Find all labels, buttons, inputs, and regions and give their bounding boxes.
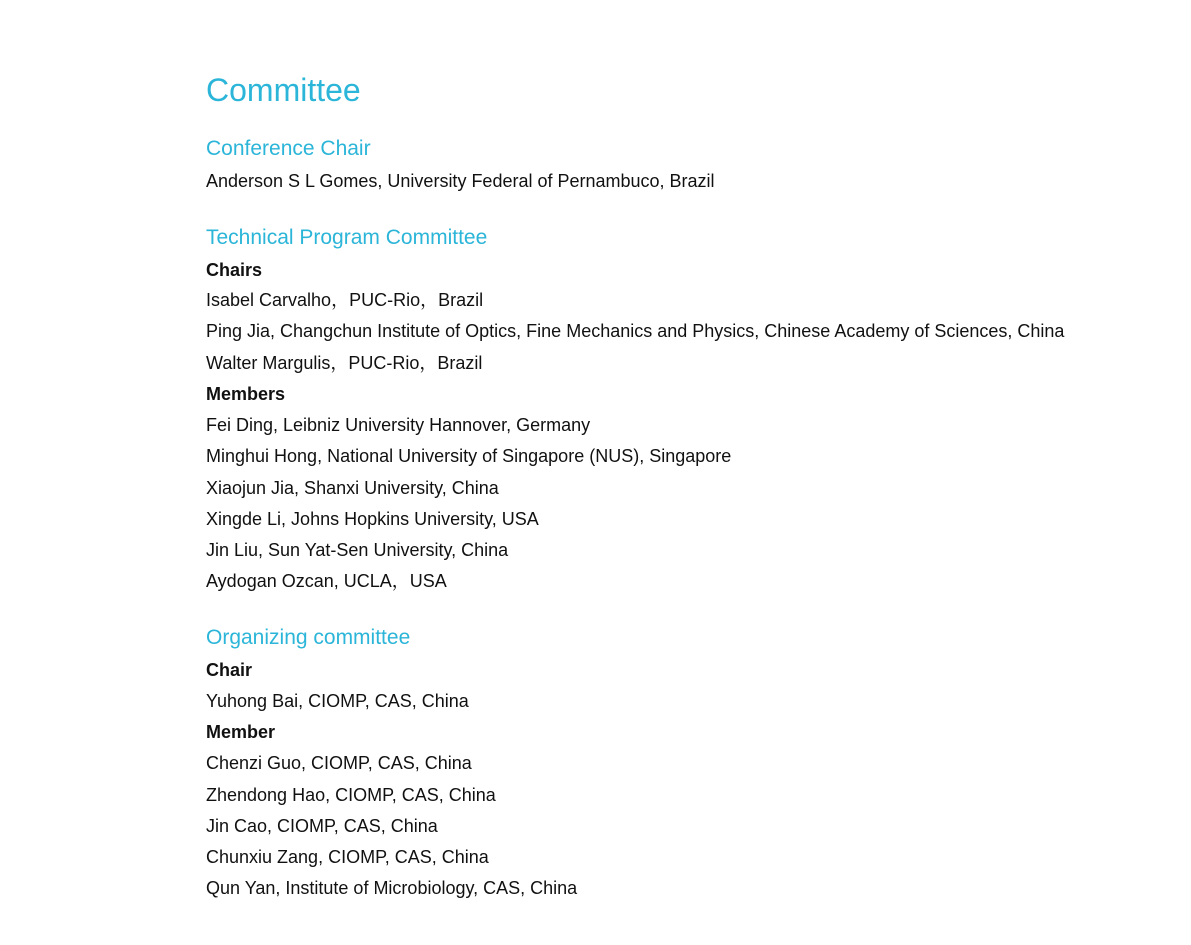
oc-member-item: Qun Yan, Institute of Microbiology, CAS, China xyxy=(206,878,578,898)
oc-member-item: Jin Cao, CIOMP, CAS, China xyxy=(206,816,438,836)
oc-chair-item: Yuhong Bai, CIOMP, CAS, China xyxy=(206,691,469,711)
oc-member-label: Member xyxy=(206,722,276,742)
oc-member-item: Chenzi Guo, CIOMP, CAS, China xyxy=(206,753,472,773)
page-title: Committee xyxy=(206,72,361,108)
tpc-member-item: Xingde Li, Johns Hopkins University, USA xyxy=(206,509,539,529)
organizing-committee-heading: Organizing committee xyxy=(206,626,411,649)
tpc-members-label: Members xyxy=(206,384,286,404)
oc-chair-label: Chair xyxy=(206,660,253,680)
tpc-member-item: Xiaojun Jia, Shanxi University, China xyxy=(206,478,499,498)
tpc-chair-item: Walter Margulis，PUC-Rio，Brazil xyxy=(206,353,483,373)
tpc-member-item: Minghui Hong, National University of Singapore (NUS), Singapore xyxy=(206,446,732,466)
tpc-chairs-label: Chairs xyxy=(206,260,263,280)
oc-member-item: Chunxiu Zang, CIOMP, CAS, China xyxy=(206,847,489,867)
tpc-chair-item: Ping Jia, Changchun Institute of Optics, Fine Mechanics and Physics, Chinese Academy of Sciences, China xyxy=(206,321,1065,341)
conference-chair-name: Anderson S L Gomes, University Federal of Pernambuco, Brazil xyxy=(206,171,715,191)
tpc-member-item: Fei Ding, Leibniz University Hannover, Germany xyxy=(206,415,591,435)
technical-program-committee-heading: Technical Program Committee xyxy=(206,226,488,249)
conference-chair-heading: Conference Chair xyxy=(206,137,371,160)
oc-member-item: Zhendong Hao, CIOMP, CAS, China xyxy=(206,785,496,805)
tpc-member-item: Aydogan Ozcan, UCLA，USA xyxy=(206,571,447,591)
tpc-chair-item: Isabel Carvalho，PUC-Rio，Brazil xyxy=(206,290,484,310)
tpc-member-item: Jin Liu, Sun Yat-Sen University, China xyxy=(206,540,509,560)
